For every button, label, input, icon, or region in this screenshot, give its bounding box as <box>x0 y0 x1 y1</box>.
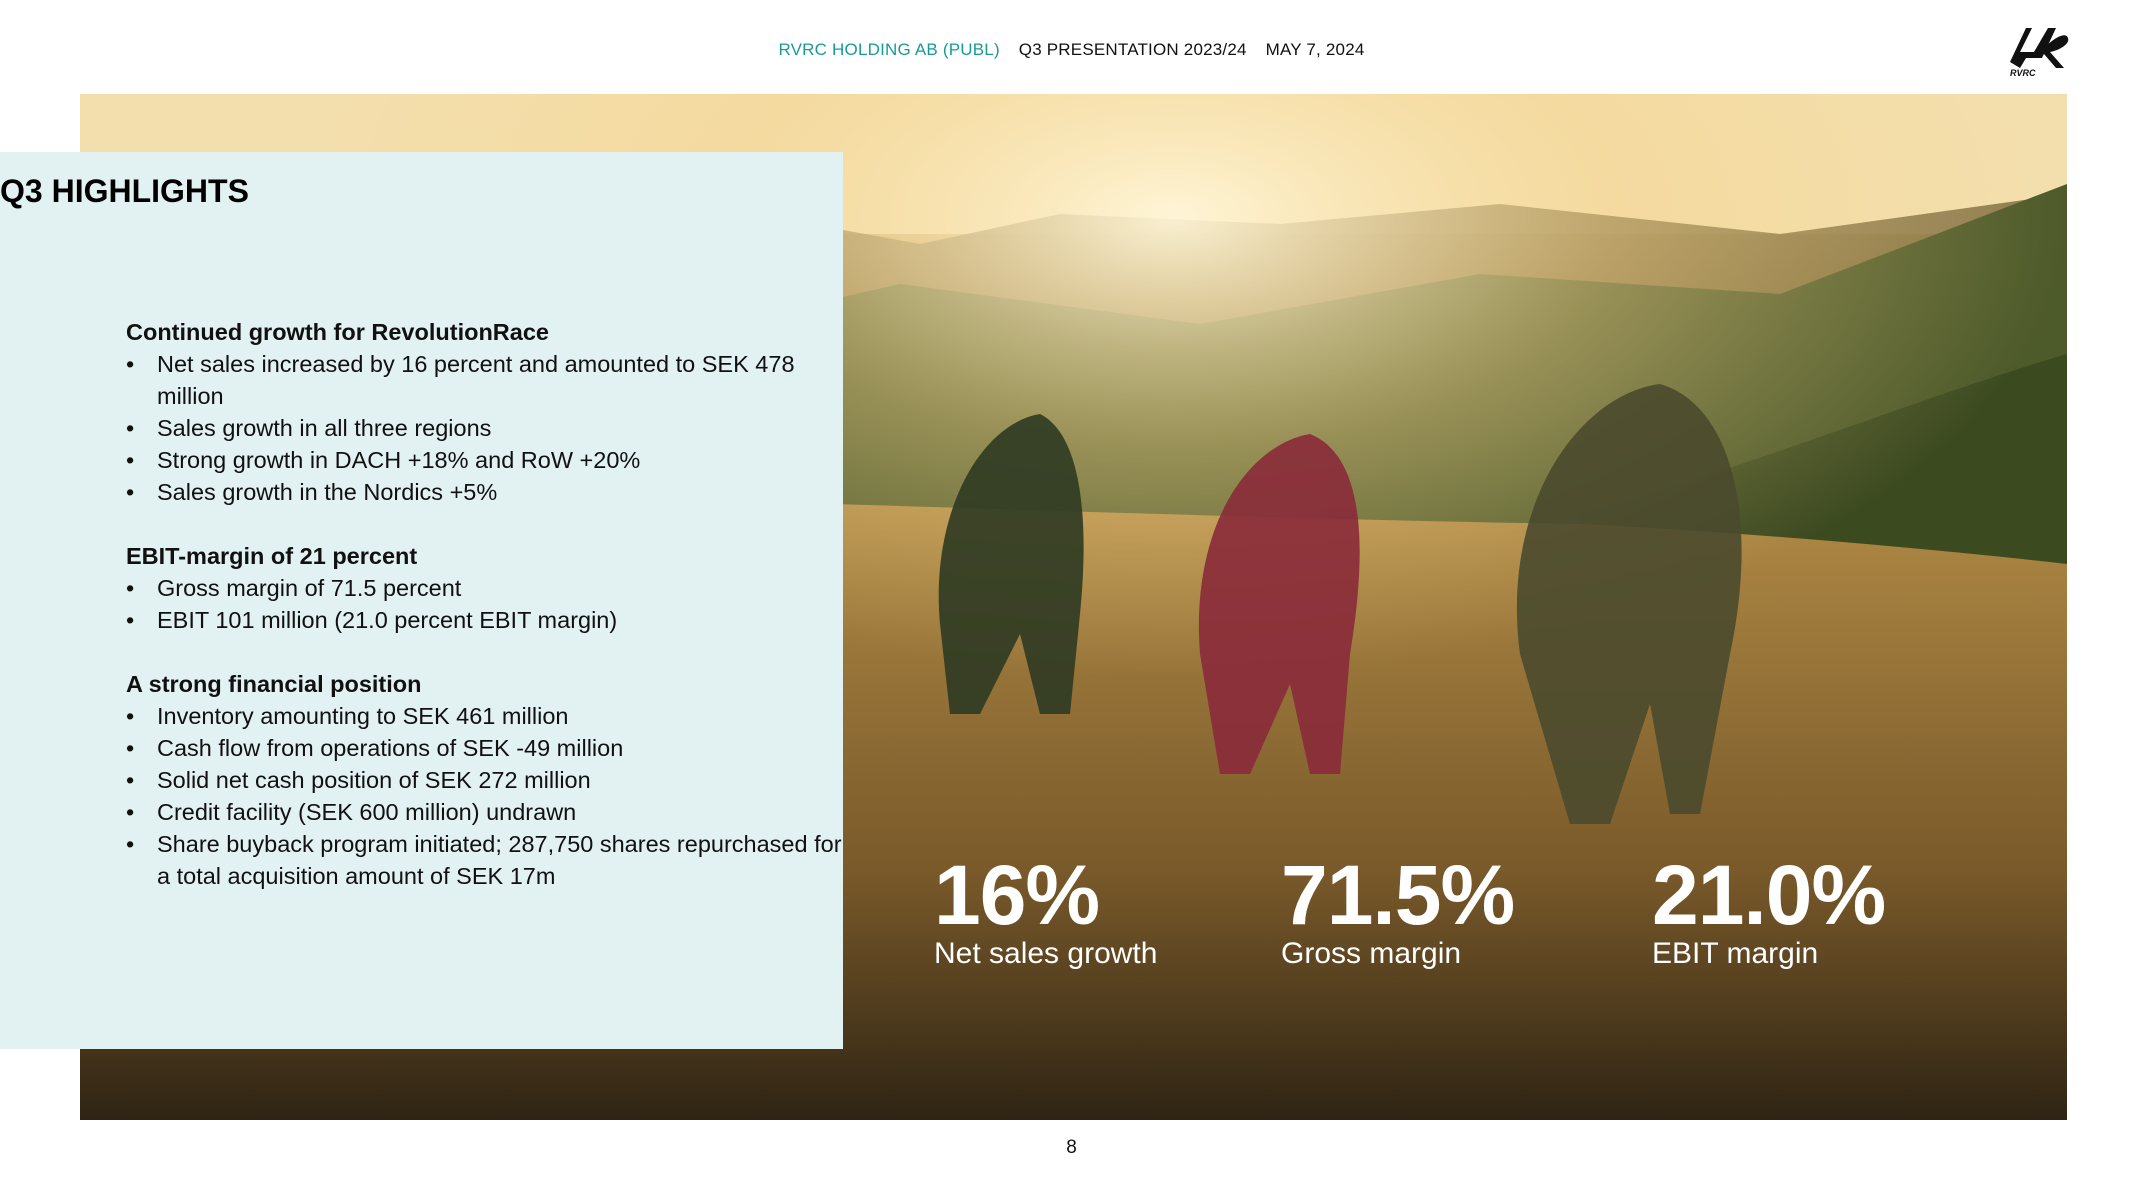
bullet-item: • Inventory amounting to SEK 461 million <box>126 700 846 732</box>
kpi-value: 21.0% <box>1652 848 1886 942</box>
section-financial-position <box>126 668 846 892</box>
bullet-list <box>126 572 846 636</box>
section-ebit <box>126 540 846 636</box>
bullet-item: • Sales growth in the Nordics +5% <box>126 476 846 508</box>
kpi-label: Net sales growth <box>934 937 1158 970</box>
presentation-date: MAY 7, 2024 <box>1265 40 1365 59</box>
bullet-item: • EBIT 101 million (21.0 percent EBIT margin) <box>126 604 846 636</box>
section-heading: A strong financial position <box>126 671 422 697</box>
bullet-list <box>126 700 846 892</box>
kpi-value: 16% <box>934 848 1100 942</box>
rvrc-logo-icon <box>2004 22 2074 78</box>
slide-title: Q3 HIGHLIGHTS <box>0 173 249 210</box>
bullet-item: • Share buyback program initiated; 287,750 shares repurchased for a total acquisition amount of SEK 17m <box>126 828 846 892</box>
bullet-item: • Strong growth in DACH +18% and RoW +20% <box>126 444 846 476</box>
bullet-item: • Net sales increased by 16 percent and amounted to SEK 478 million <box>126 348 846 412</box>
kpi-label: EBIT margin <box>1652 937 1819 970</box>
highlights-content <box>126 316 846 924</box>
page-number: 8 <box>1066 1137 1077 1158</box>
bullet-item: • Cash flow from operations of SEK -49 million <box>126 732 846 764</box>
logo-text: RVRC <box>2010 68 2036 78</box>
section-heading: EBIT-margin of 21 percent <box>126 543 418 569</box>
company-name: RVRC HOLDING AB (PUBL) <box>778 40 1000 59</box>
bullet-item: • Credit facility (SEK 600 million) undrawn <box>126 796 846 828</box>
section-growth <box>126 316 846 508</box>
kpi-gross-margin <box>1281 850 1514 972</box>
kpi-value: 71.5% <box>1281 848 1515 942</box>
slide-header <box>0 40 2143 60</box>
kpi-ebit-margin <box>1652 850 1885 972</box>
presentation-title: Q3 PRESENTATION 2023/24 <box>1018 40 1247 59</box>
bullet-item: • Gross margin of 71.5 percent <box>126 572 846 604</box>
kpi-net-sales-growth <box>934 850 1157 972</box>
bullet-item: • Solid net cash position of SEK 272 million <box>126 764 846 796</box>
bullet-list <box>126 348 846 508</box>
section-heading: Continued growth for RevolutionRace <box>126 319 549 345</box>
bullet-item: • Sales growth in all three regions <box>126 412 846 444</box>
kpi-label: Gross margin <box>1281 937 1462 970</box>
